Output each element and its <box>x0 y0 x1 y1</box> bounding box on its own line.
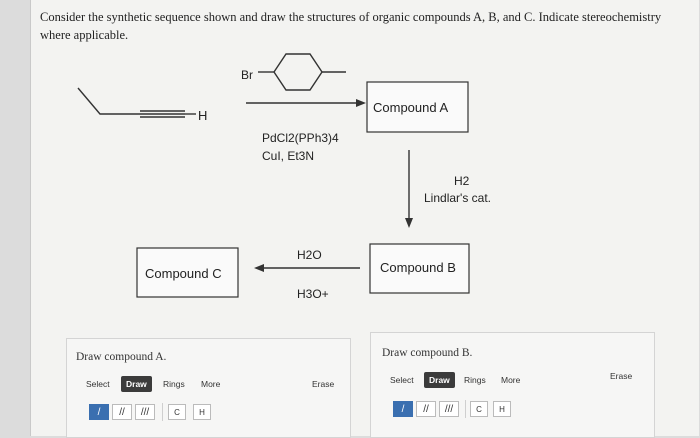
draw-a-draw-tool[interactable]: Draw <box>121 376 152 392</box>
draw-a-single-bond-button[interactable]: / <box>89 404 109 420</box>
arrow-step2 <box>405 150 413 228</box>
draw-b-double-bond-button[interactable]: // <box>416 401 436 417</box>
arrow-step3 <box>254 264 360 272</box>
draw-a-title: Draw compound A. <box>76 351 167 363</box>
draw-b-carbon-button[interactable]: C <box>470 401 488 417</box>
draw-b-rings-tool[interactable]: Rings <box>464 375 486 385</box>
draw-b-title: Draw compound B. <box>382 347 473 359</box>
draw-b-erase-tool[interactable]: Erase <box>610 371 633 381</box>
compound-b-label: Compound B <box>380 260 456 275</box>
draw-a-double-bond-button[interactable]: // <box>112 404 132 420</box>
question-text: Consider the synthetic sequence shown and draw the structures of organic compounds A, B, and C. Indicate stereochemistry where applicable. <box>40 10 662 42</box>
reagent-cui: CuI, Et3N <box>262 149 315 163</box>
draw-a-select-tool[interactable]: Select <box>86 379 110 389</box>
arrow-step1 <box>246 99 366 107</box>
draw-b-more-tool[interactable]: More <box>501 375 521 385</box>
draw-a-separator <box>162 403 163 421</box>
reagent-lindlar: Lindlar's cat. <box>424 191 491 205</box>
reagent-pdcl2: PdCl2(PPh3)4 <box>262 131 339 145</box>
draw-a-carbon-button[interactable]: C <box>168 404 186 420</box>
br-label: Br <box>241 68 253 82</box>
reagent-h3o: H3O+ <box>297 287 329 301</box>
draw-b-select-tool[interactable]: Select <box>390 375 414 385</box>
reagent-h2: H2 <box>454 174 470 188</box>
compound-a-label: Compound A <box>373 100 449 115</box>
draw-b-draw-tool[interactable]: Draw <box>424 372 455 388</box>
draw-b-single-bond-button[interactable]: / <box>393 401 413 417</box>
draw-b-hydrogen-button[interactable]: H <box>493 401 511 417</box>
draw-b-triple-bond-button[interactable]: /// <box>439 401 459 417</box>
alkyne-h-label: H <box>198 108 208 123</box>
draw-a-erase-tool[interactable]: Erase <box>312 379 335 389</box>
draw-b-separator <box>465 400 466 418</box>
benzene-ring <box>258 54 346 90</box>
draw-a-rings-tool[interactable]: Rings <box>163 379 185 389</box>
draw-a-triple-bond-button[interactable]: /// <box>135 404 155 420</box>
starting-alkyne <box>78 88 196 117</box>
reagent-h2o: H2O <box>297 248 322 262</box>
draw-a-more-tool[interactable]: More <box>201 379 221 389</box>
draw-a-hydrogen-button[interactable]: H <box>193 404 211 420</box>
compound-c-label: Compound C <box>145 266 222 281</box>
